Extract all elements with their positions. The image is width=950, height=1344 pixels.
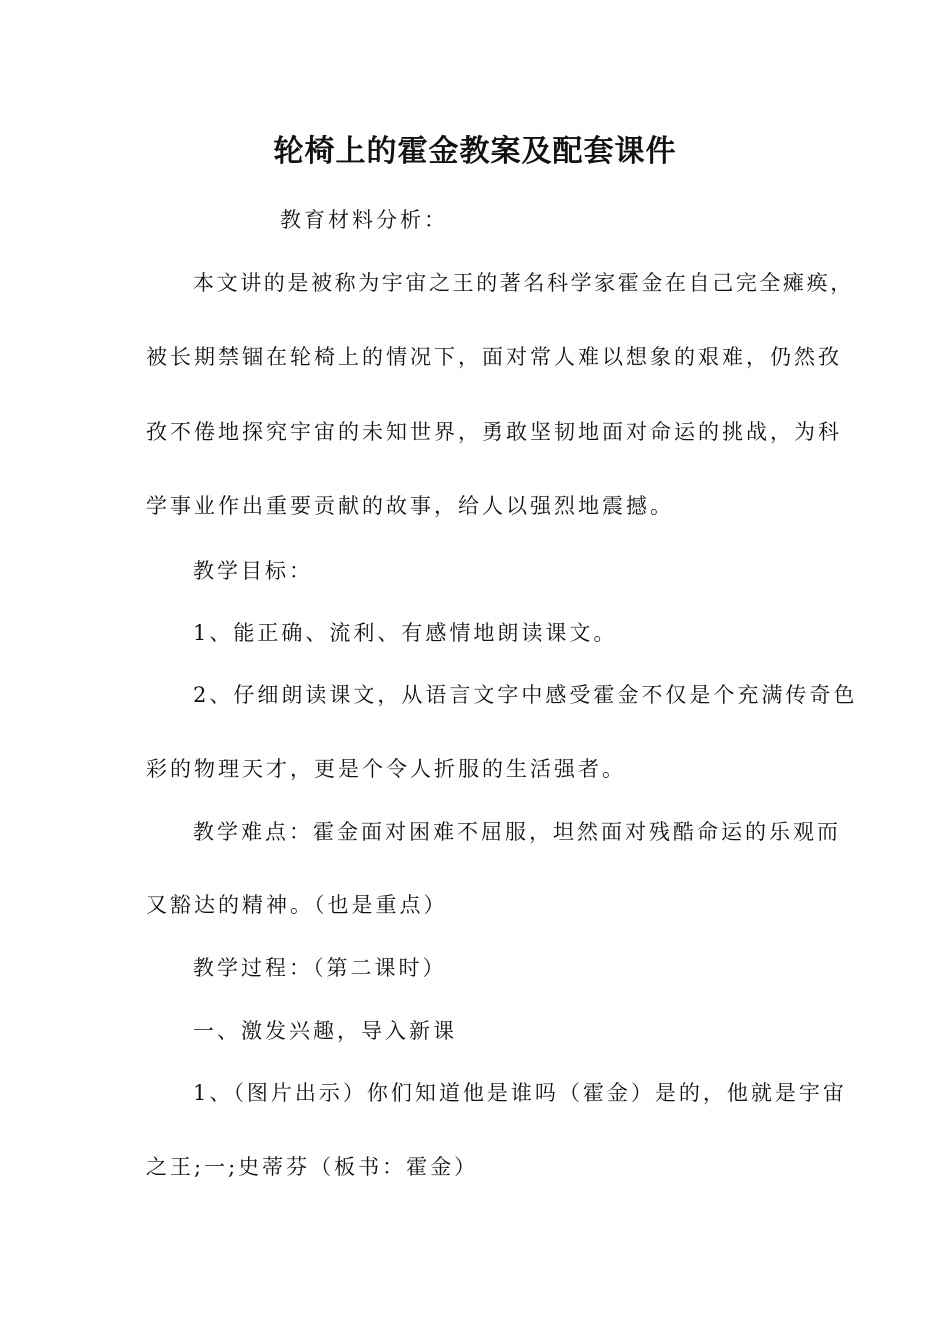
section-heading: 教学目标： (193, 559, 313, 583)
paragraph-line: 学事业作出重要贡献的故事，给人以强烈地震撼。 (146, 494, 674, 518)
paragraph-line: 教育材料分析： (280, 208, 448, 232)
document-title: 轮椅上的霍金教案及配套课件 (273, 134, 677, 169)
paragraph-line: 2、仔细朗读课文，从语言文字中感受霍金不仅是个充满传奇色 (193, 683, 858, 707)
paragraph-line: 孜不倦地探究宇宙的未知世界，勇敢坚韧地面对命运的挑战，为科 (146, 420, 842, 444)
paragraph-line: 本文讲的是被称为宇宙之王的著名科学家霍金在自己完全瘫痪， (193, 271, 854, 295)
paragraph-line: 1、能正确、流利、有感情地朗读课文。 (193, 621, 618, 645)
section-heading: 教学过程：（第二课时） (193, 956, 447, 980)
paragraph-line: 又豁达的精神。（也是重点） (146, 893, 448, 917)
section-heading: 一、激发兴趣，导入新课 (193, 1019, 457, 1043)
paragraph-line: 之王;一;史蒂芬（板书：霍金） (146, 1155, 479, 1179)
paragraph-line: 被长期禁锢在轮椅上的情况下，面对常人难以想象的艰难，仍然孜 (146, 345, 842, 369)
paragraph-line: 彩的物理天才，更是个令人折服的生活强者。 (146, 757, 626, 781)
paragraph-line: 1、（图片出示）你们知道他是谁吗（霍金）是的，他就是宇宙 (193, 1081, 847, 1105)
paragraph-line: 教学难点：霍金面对困难不屈服，坦然面对残酷命运的乐观而 (193, 820, 841, 844)
